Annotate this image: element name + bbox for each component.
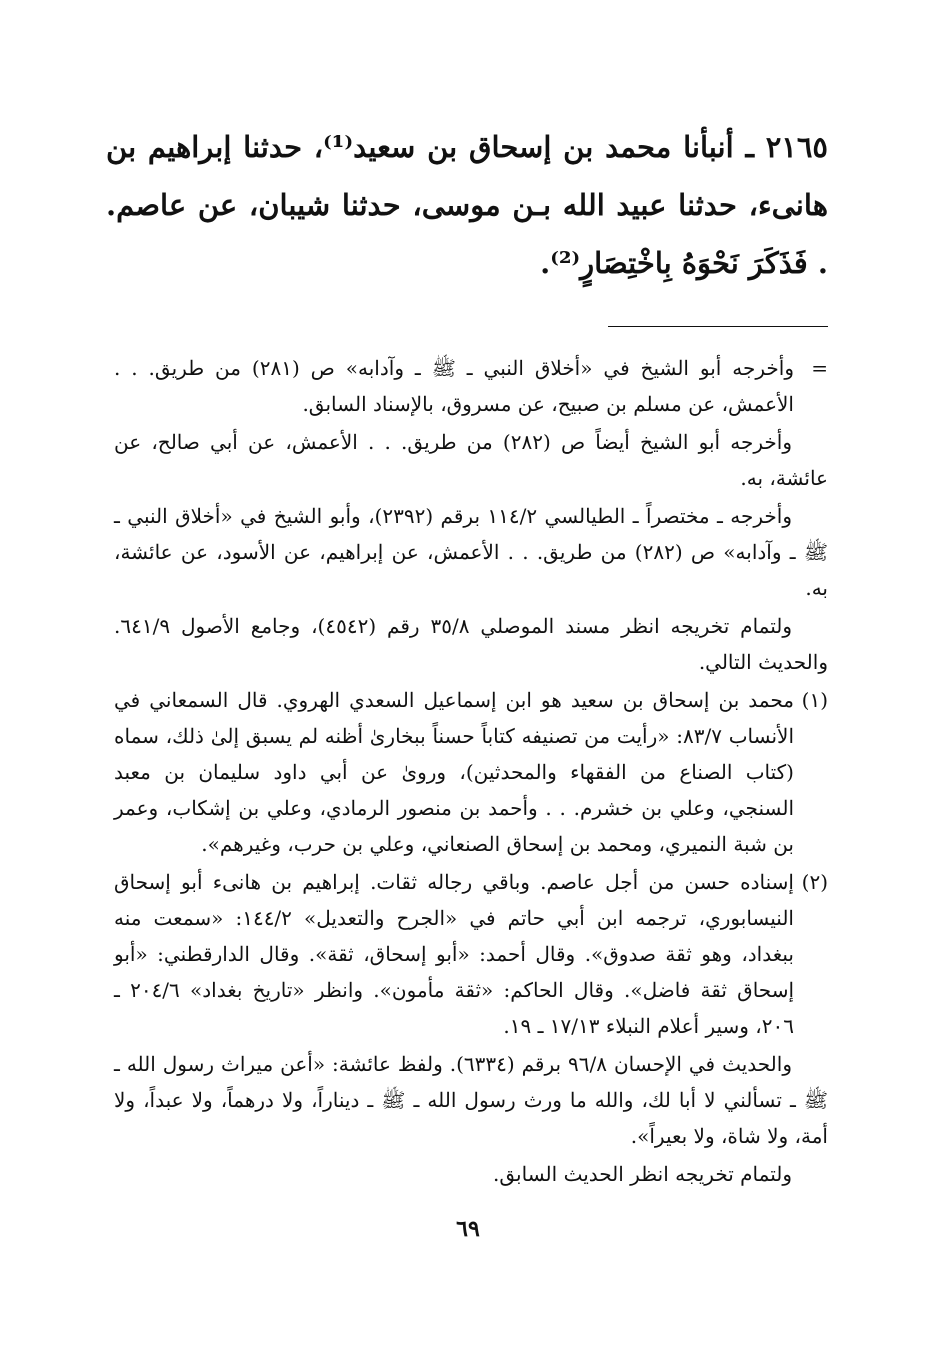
hadith-text-block <box>106 118 828 292</box>
footnote-text: إسناده حسن من أجل عاصم. وباقي رجاله ثقات. إبراهيم بن هانىء أبو إسحاق النيسابوري، ترجمه ابن أبي حاتم في «الجرح والتعديل» ١٤٤/٢: «سمعت منه ببغداد، وهو ثقة صدوق». وقال أحمد: «أبو إسحاق، ثقة». وقال الدارقطني: «أبو إسحاق ثقة فاضل». وقال الحاكم: «ثقة مأمون». وانظر «تاريخ بغداد» ٢٠٤/٦ ـ ٢٠٦، وسير أعلام النبلاء ١٧/١٣ ـ ١٩. <box>114 870 795 1038</box>
footnote-paragraph: وأخرجه ـ مختصراً ـ الطيالسي ١١٤/٢ برقم (٢٣٩٢)، وأبو الشيخ في «أخلاق النبي ـ ﷺ ـ وآدابه» ص (٢٨٢) من طريق. . . الأعمش، عن إبراهيم، عن الأسود، عن عائشة، به. <box>114 504 828 600</box>
hadith-paragraph: ٢١٦٥ ـ أنبأنا محمد بن إسحاق بن سعيد⁽¹⁾، حدثنا إبراهيم بن هانىء، حدثنا عبيد الله بـن موسى، حدثنا شيبان، عن عاصم. . فَذَكَرَ نَحْوَهُ بِاخْتِصَارٍ⁽²⁾. <box>106 130 828 280</box>
footnote-marker: (٢) <box>801 870 828 894</box>
page-number: ٦٩ <box>456 1216 480 1242</box>
footnote-text: وأخرجه أبو الشيخ في «أخلاق النبي ـ ﷺ ـ وآدابه» ص (٢٨١) من طريق. . . الأعمش، عن مسلم بن صبيح، عن مسروق، بالإسناد السابق. <box>114 356 794 416</box>
footnote-paragraph: والحديث في الإحسان ٩٦/٨ برقم (٦٣٣٤). ولفظ عائشة: «أعن ميراث رسول الله ـ ﷺ ـ تسألني لا أبا لك، والله ما ورث رسول الله ـ ﷺ ـ ديناراً، ولا درهماً، ولا عبداً، ولا أمة، ولا شاة، ولا بعيراً». <box>114 1052 828 1148</box>
continued-footnote-paragraph <box>114 350 828 422</box>
footnote-separator <box>608 326 828 327</box>
footnotes-block <box>114 350 828 1194</box>
footnote-text: محمد بن إسحاق بن سعيد هو ابن إسماعيل السعدي الهروي. قال السمعاني في الأنساب ٨٣/٧: «رأيت من تصنيفه كتاباً حسناً ببخارىٰ أظنه لم يسبق إلىٰ ذلك، سماه (كتاب الصناع من الفقهاء والمحدثين)، وروىٰ عن أبي داود سليمان بن معبد السنجي، وعلي بن خشرم. . . وأحمد بن منصور الرمادي، وعلي بن إشكاب، وعمر بن شبة النميري، ومحمد بن إسحاق الصنعاني، وعلي بن حرب، وغيرهم». <box>114 688 794 856</box>
footnote-paragraph: وأخرجه أبو الشيخ أيضاً ص (٢٨٢) من طريق. . . الأعمش، عن أبي صالح، عن عائشة، به. <box>114 430 828 490</box>
footnote-1 <box>114 682 828 862</box>
footnote-2 <box>114 864 828 1044</box>
footnote-marker: (١) <box>801 688 828 712</box>
continuation-mark: = <box>811 356 828 380</box>
footnote-paragraph: ولتمام تخريجه انظر مسند الموصلي ٣٥/٨ رقم (٤٥٤٢)، وجامع الأصول ٦٤١/٩. والحديث التالي. <box>114 614 828 674</box>
footnote-paragraph: ولتمام تخريجه انظر الحديث السابق. <box>493 1162 792 1186</box>
